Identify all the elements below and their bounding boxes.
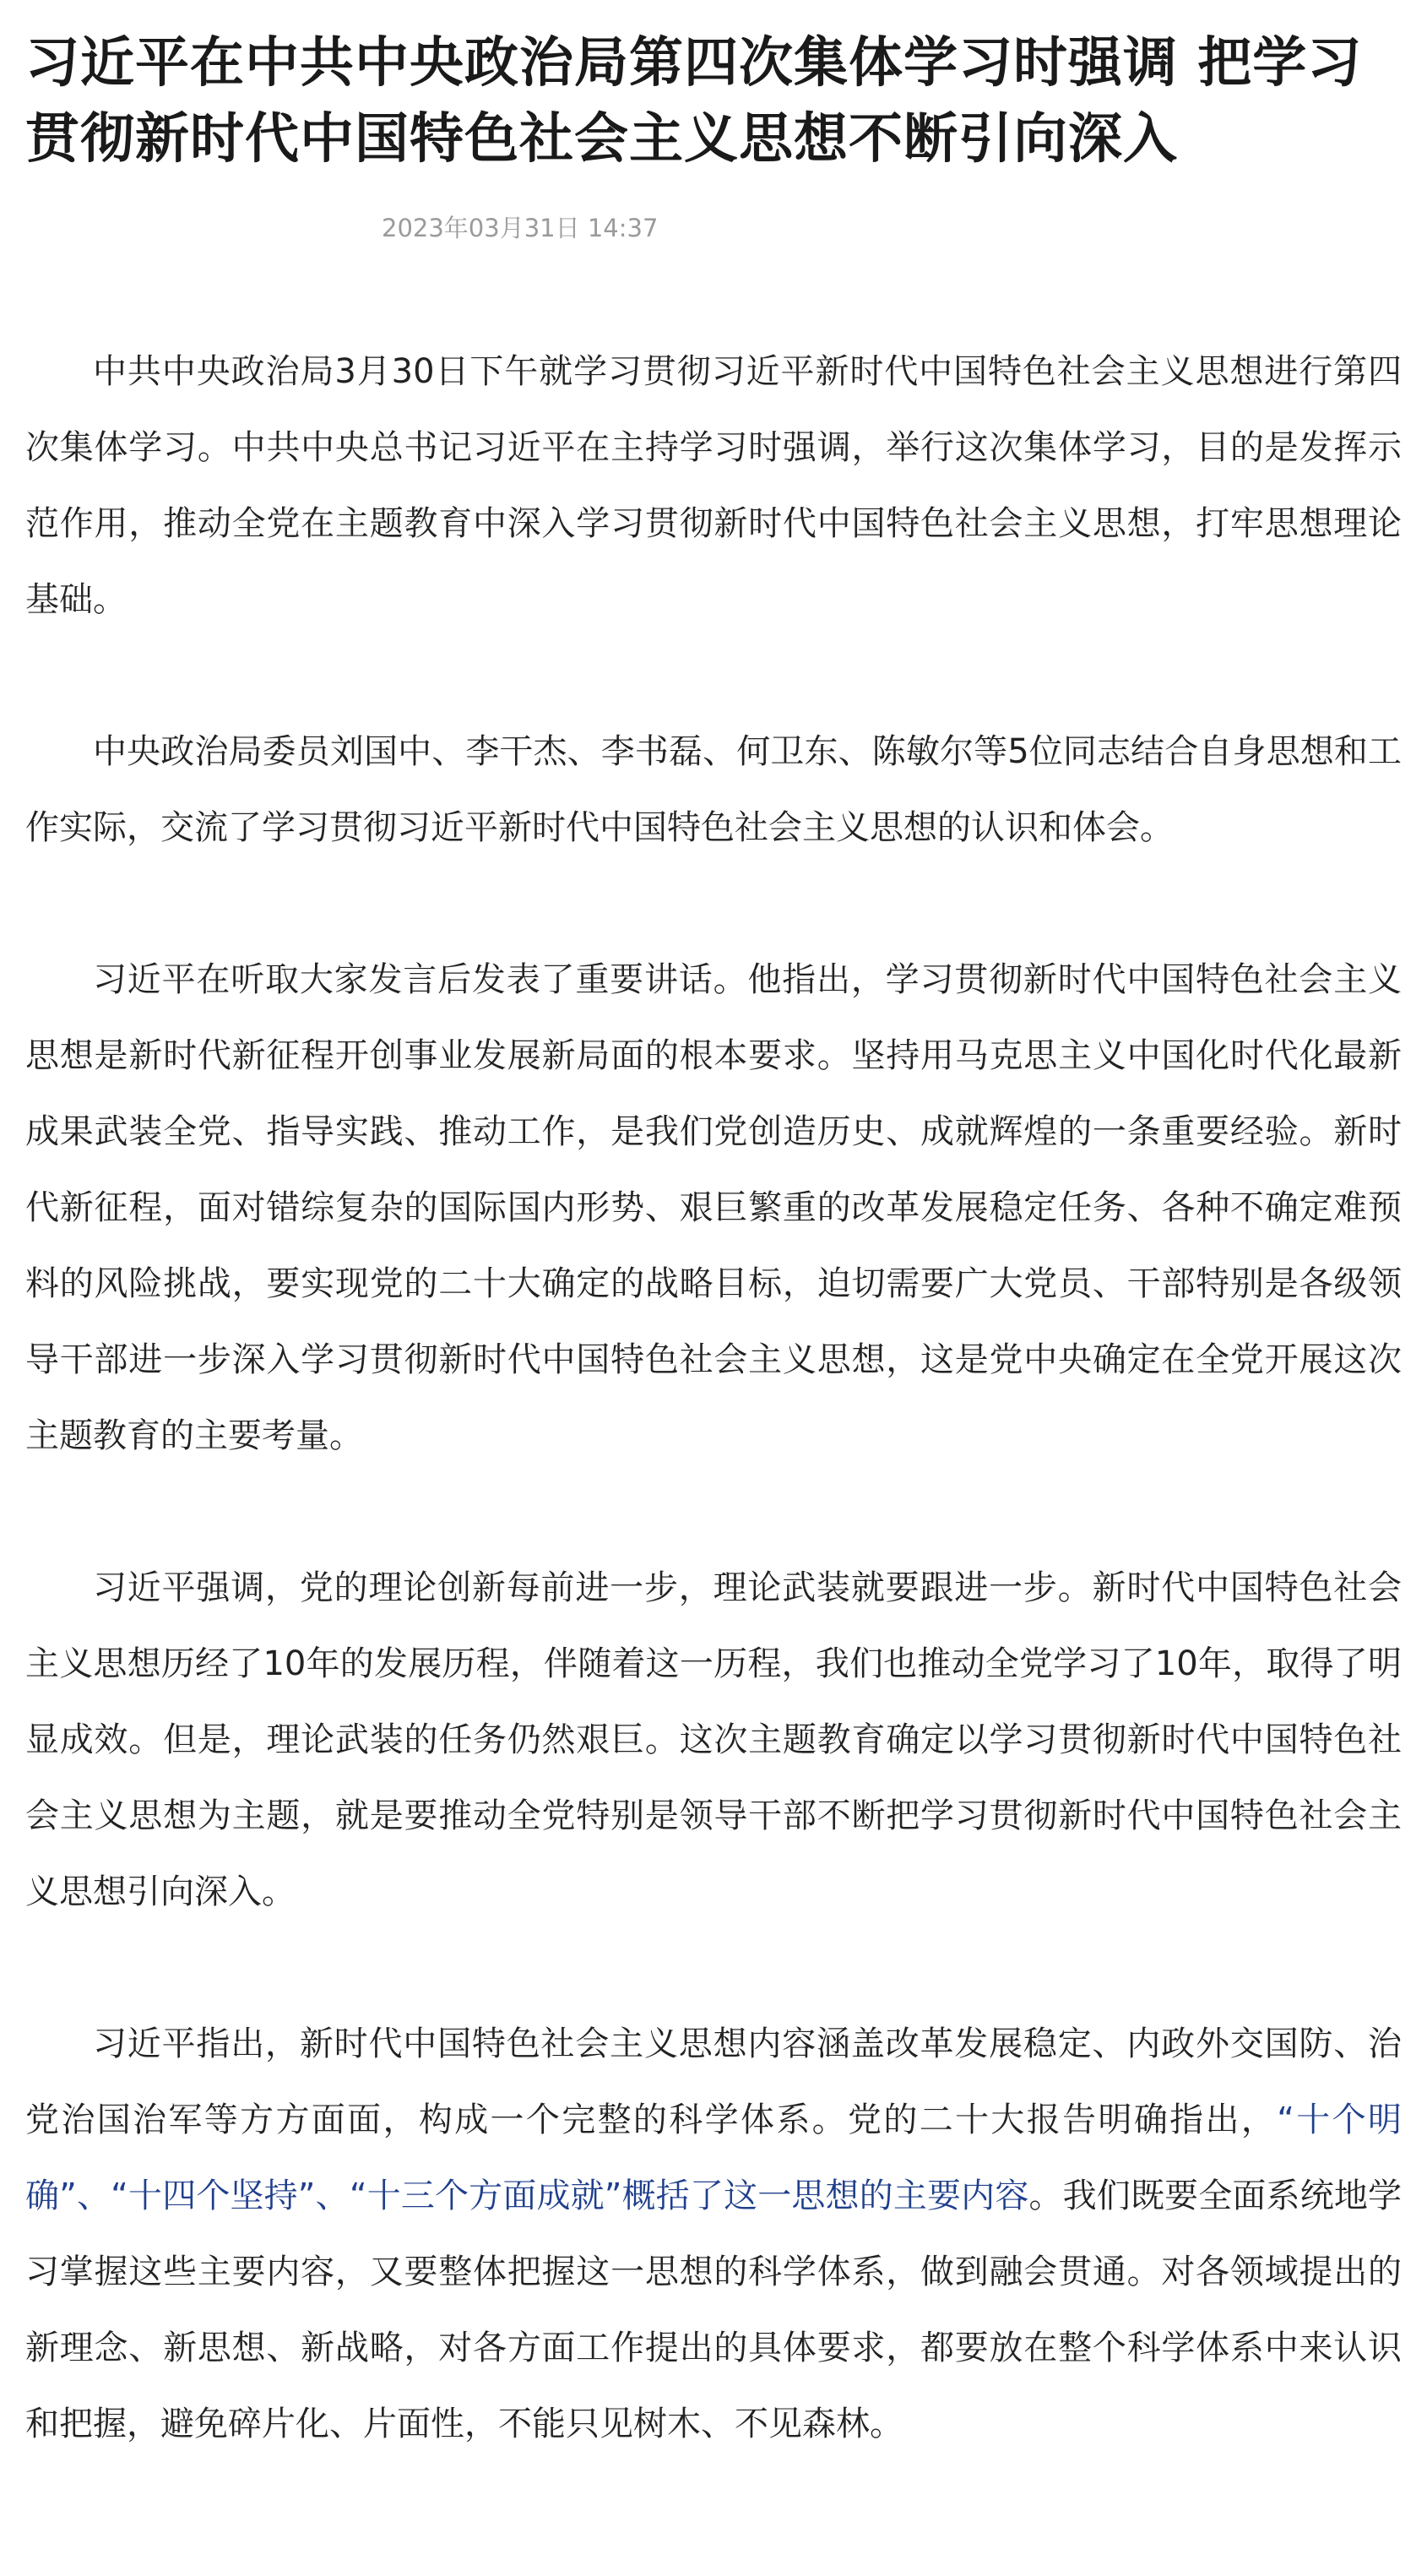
highlighted-link[interactable]: “十个明确”、“十四个坚持”、“十三个方面成就”概括了这一思想的主要内容 [25,2100,1402,2215]
paragraph-5-text-before: 习近平指出，新时代中国特色社会主义思想内容涵盖改革发展稳定、内政外交国防、治党治国治军等方方面面，构成一个完整的科学体系。党的二十大报告明确指出， [25,2024,1402,2139]
article-body [25,334,1402,2462]
publish-date: 2023年03月31日 14:37 [382,214,659,242]
paragraph-4: 习近平强调，党的理论创新每前进一步，理论武装就要跟进一步。新时代中国特色社会主义思想历经了10年的发展历程，伴随着这一历程，我们也推动全党学习了10年，取得了明显成效。但是，理论武装的任务仍然艰巨。这次主题教育确定以学习贯彻新时代中国特色社会主义思想为主题，就是要推动全党特别是领导干部不断把学习贯彻新时代中国特色社会主义思想引向深入。 [25,1568,1402,1911]
paragraph-3: 习近平在听取大家发言后发表了重要讲话。他指出，学习贯彻新时代中国特色社会主义思想是新时代新征程开创事业发展新局面的根本要求。坚持用马克思主义中国化时代化最新成果武装全党、指导实践、推动工作，是我们党创造历史、成就辉煌的一条重要经验。新时代新征程，面对错综复杂的国际国内形势、艰巨繁重的改革发展稳定任务、各种不确定难预料的风险挑战，要实现党的二十大确定的战略目标，迫切需要广大党员、干部特别是各级领导干部进一步深入学习贯彻新时代中国特色社会主义思想，这是党中央确定在全党开展这次主题教育的主要考量。 [25,960,1402,1455]
article-title: 习近平在中共中央政治局第四次集体学习时强调 把学习贯彻新时代中国特色社会主义思想不断引向深入 [25,32,1363,171]
paragraph-2: 中央政治局委员刘国中、李干杰、李书磊、何卫东、陈敏尔等5位同志结合自身思想和工作实际，交流了学习贯彻习近平新时代中国特色社会主义思想的认识和体会。 [25,732,1402,847]
paragraph-1: 中共中央政治局3月30日下午就学习贯彻习近平新时代中国特色社会主义思想进行第四次集体学习。中共中央总书记习近平在主持学习时强调，举行这次集体学习，目的是发挥示范作用，推动全党在主题教育中深入学习贯彻新时代中国特色社会主义思想，打牢思想理论基础。 [25,352,1402,619]
paragraph-5 [25,2006,1402,2462]
paragraph-5-text-after: 。我们既要全面系统地学习掌握这些主要内容，又要整体把握这一思想的科学体系，做到融会贯通。对各领域提出的新理念、新思想、新战略，对各方面工作提出的具体要求，都要放在整个科学体系中来认识和把握，避免碎片化、片面性，不能只见树木、不见森林。 [25,2177,1403,2443]
